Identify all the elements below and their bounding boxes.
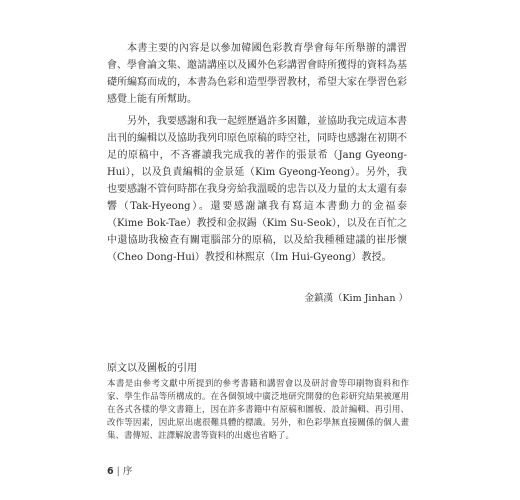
preface-body — [107, 40, 407, 271]
author-signature: 金鎮漢（Kim Jinhan ） — [304, 293, 408, 304]
preface-paragraph-2: 另外，我要感謝和我一起經歷過許多困難，並協助我完成這本書出刊的編輯以及協助我列印原色原稿的時空社，同時也感謝在初期不足的原稿中，不吝審讀我完成我的著作的張景希（Jang Gyeong-Hui），以及負責編輯的金景延（Kim Gyeong-Yeong）。另外，我也要感謝不管何時都在我身旁給我溫暖的忠告以及力量的太太還有泰響（Tak-Hyeong）。還要感謝讓我有寫這本書動力的金福泰（Kime Bok-Tae）教授和金叔錫（Kim Su-Seok），以及在百忙之中還協助我檢查有關電腦部分的原稿，以及給我種種建議的崔彤懷（Cheo Dong-Hui）教授和林熙京（Im Hui-Gyeong）教授。 — [107, 116, 407, 263]
page-number: 6 — [107, 466, 114, 477]
sources-heading: 原文以及圖板的引用 — [107, 363, 197, 374]
preface-paragraph-1: 本書主要的內容是以參加韓國色彩教育學會每年所舉辦的講習會、學會論文集、邀請講座以及國外色彩講習會時所獲得的資料為基礎所編寫而成的，本書為色彩和造型學習教材，希望大家在學習色彩感覺上能有所幫助。 — [107, 43, 407, 105]
sources-section — [107, 362, 409, 443]
footer-separator: | — [116, 466, 120, 477]
sources-note: 本書是由參考文獻中所提到的參考書籍和講習會以及研討會等印刷物資料和作家、學生作品等所構成的。在各個領域中廣泛地研究開發的色彩研究結果被運用在各式各樣的學文書籍上，因在許多書籍中有原稿和圖板、設計編輯、再引用、改作等因素，因此原出處很難具體的標識。另外，和色彩學無直接關係的個人畫集、書傳短、註譯解說書等資料的出處也省略了。 — [107, 379, 409, 441]
page-footer — [107, 466, 132, 478]
section-label: 序 — [122, 466, 133, 477]
